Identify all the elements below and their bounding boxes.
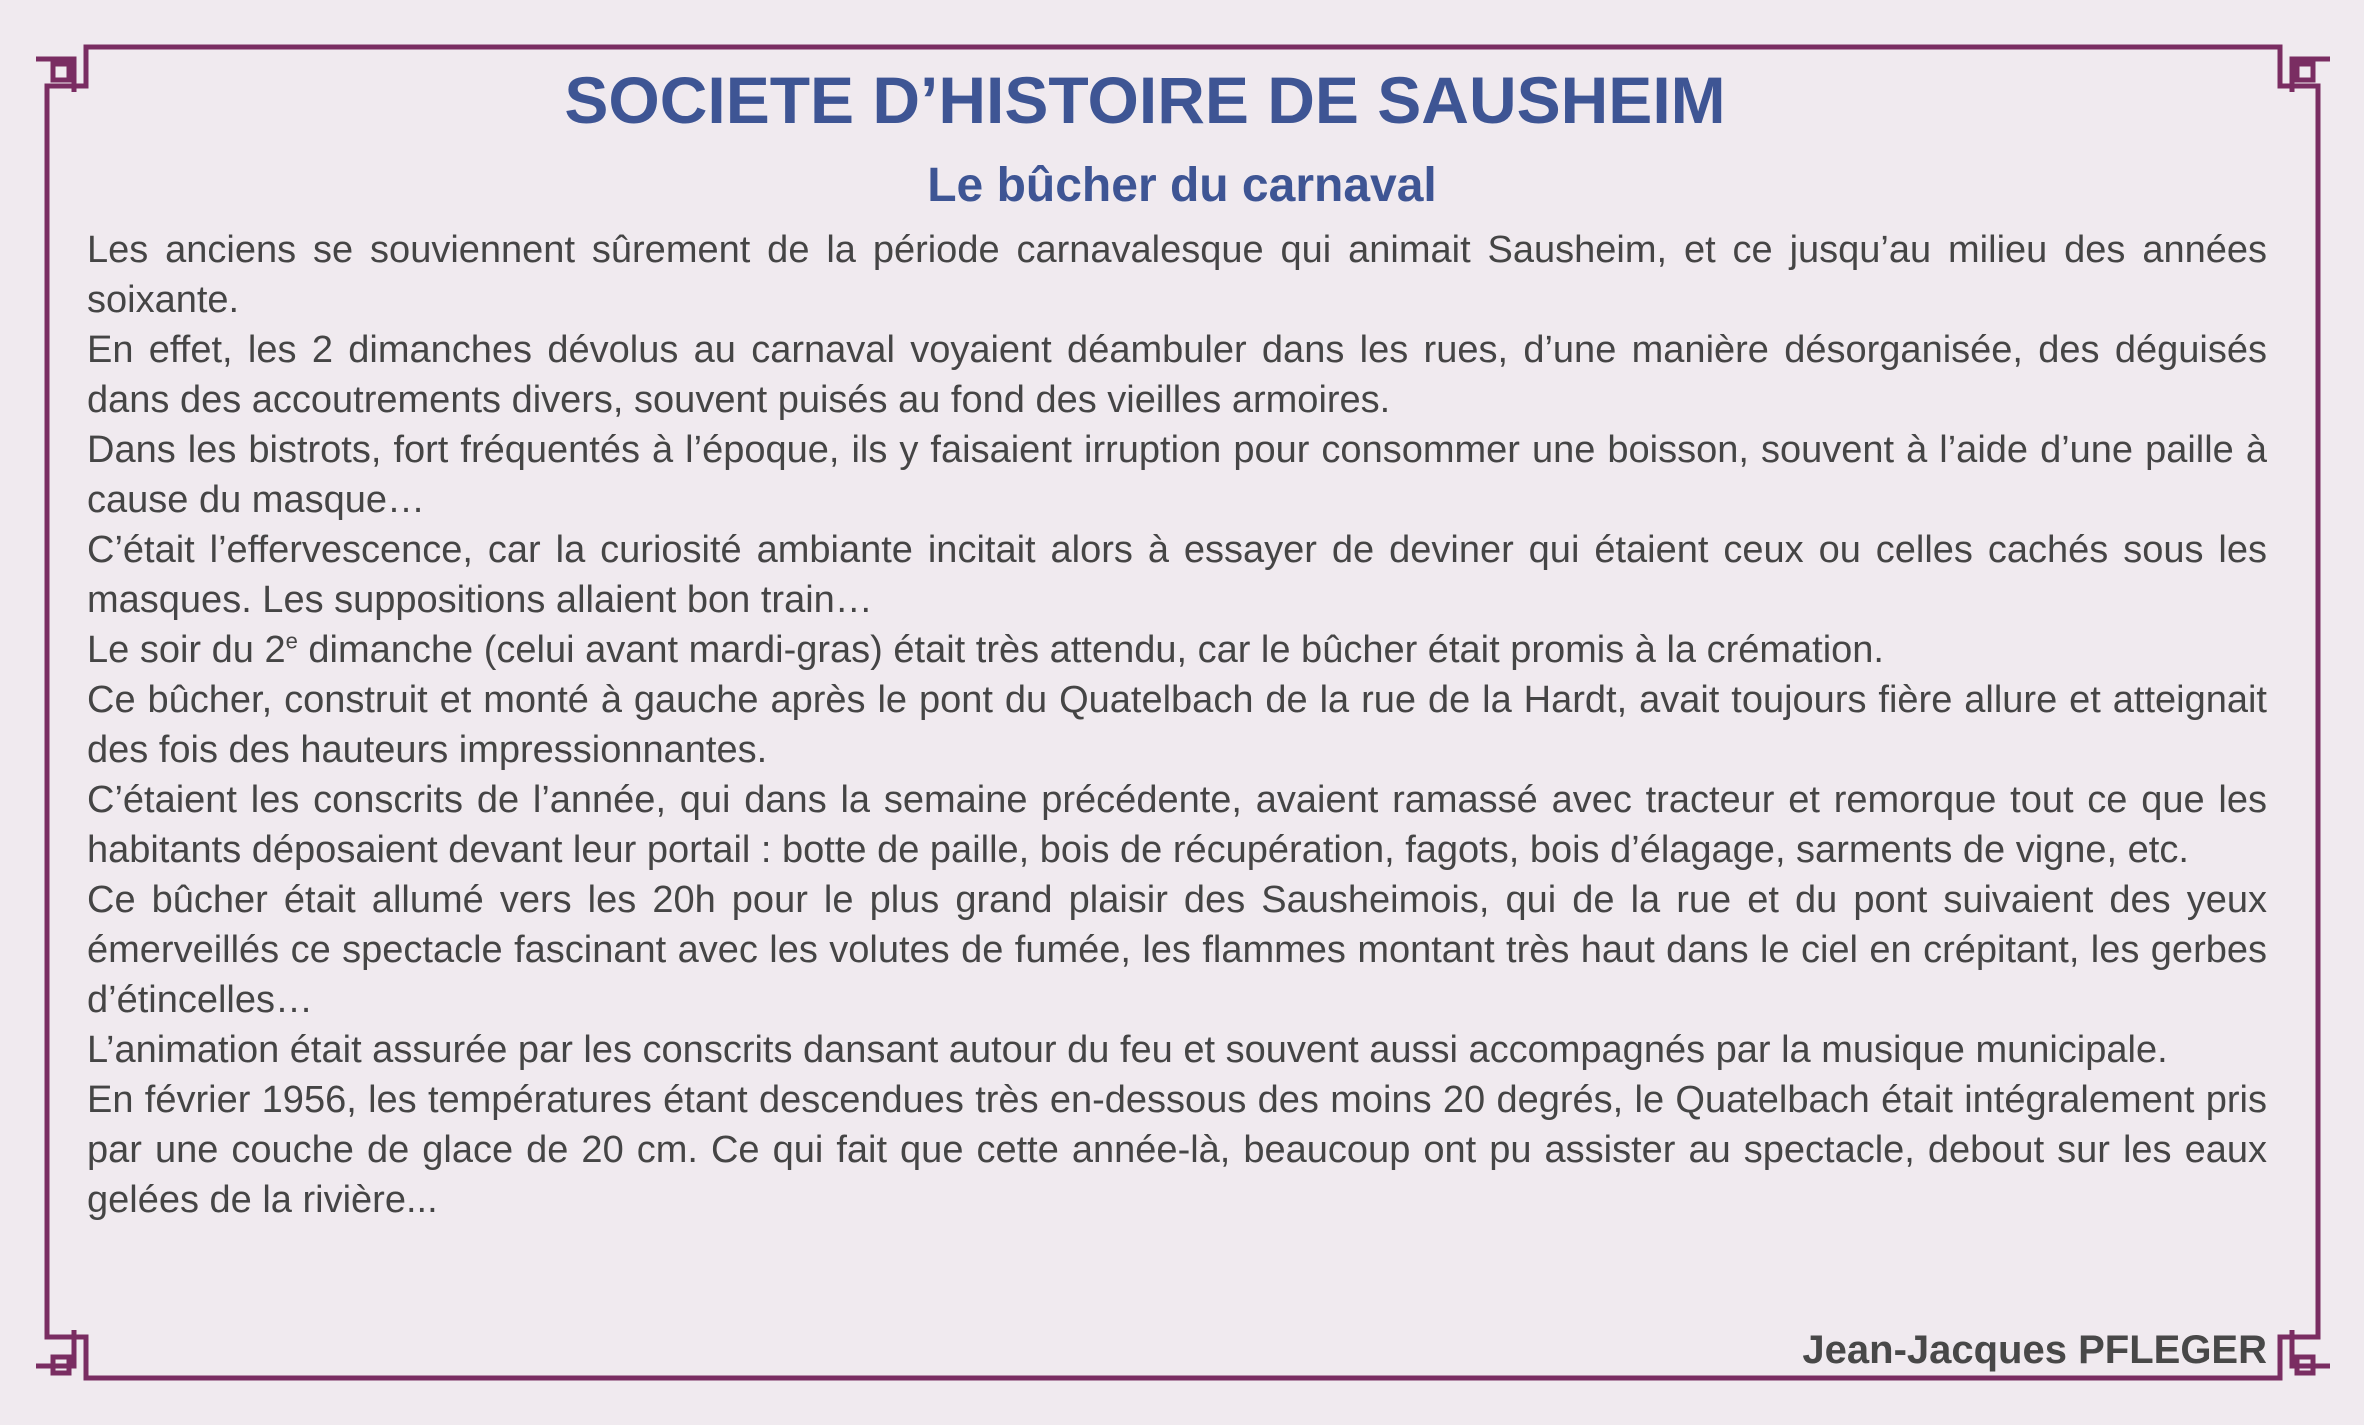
author-signature: Jean-Jacques PFLEGER xyxy=(1802,1328,2267,1372)
paragraph-intro: Les anciens se souviennent sûrement de la période carnavalesque qui animait Sausheim, et ce jusqu’au milieu des années soixante. xyxy=(87,229,2267,321)
second-sunday-text-end: dimanche (celui avant mardi-gras) était très attendu, car le bûcher était promis à la crémation. xyxy=(297,629,1884,671)
ordinal-superscript: e xyxy=(285,628,298,654)
article-body xyxy=(87,225,2267,1225)
paragraph-bonfire-build: Ce bûcher, construit et monté à gauche après le pont du Quatelbach de la rue de la Hardt, avait toujours fière allure et atteignait des fois des hauteurs impressionnantes. xyxy=(87,679,2267,771)
paragraph-second-sunday xyxy=(87,625,2267,675)
paragraph-lighting: Ce bûcher était allumé vers les 20h pour le plus grand plaisir des Sausheimois, qui de la rue et du pont suivaient des yeux émerveillés ce spectacle fascinant avec les volutes de fumée, les flammes montant très haut dans le ciel en crépitant, les gerbes d’étincelles… xyxy=(87,879,2267,1021)
paragraph-animation: L’animation était assurée par les conscrits dansant autour du feu et souvent aussi accompagnés par la musique municipale. xyxy=(87,1029,2168,1071)
second-sunday-text-start: Le soir du 2 xyxy=(87,629,286,671)
paragraph-sundays: En effet, les 2 dimanches dévolus au carnaval voyaient déambuler dans les rues, d’une manière désorganisée, des déguisés dans des accoutrements divers, souvent puisés au fond des vieilles armoires. xyxy=(87,329,2267,421)
paragraph-effervescence: C’était l’effervescence, car la curiosité ambiante incitait alors à essayer de deviner qui étaient ceux ou celles cachés sous les masques. Les suppositions allaient bon train… xyxy=(87,529,2267,621)
page-title: SOCIETE D’HISTOIRE DE SAUSHEIM xyxy=(564,63,1726,137)
paragraph-1956: En février 1956, les températures étant descendues très en-dessous des moins 20 degrés, le Quatelbach était intégralement pris par une couche de glace de 20 cm. Ce qui fait que cette année-là, beaucoup ont pu assister au spectacle, debout sur les eaux gelées de la rivière... xyxy=(87,1079,2267,1221)
paragraph-conscripts: C’étaient les conscrits de l’année, qui dans la semaine précédente, avaient ramassé avec tracteur et remorque tout ce que les habitants déposaient devant leur portail : botte de paille, bois de récupération, fagots, bois d’élagage, sarments de vigne, etc. xyxy=(87,779,2267,871)
article-subtitle: Le bûcher du carnaval xyxy=(927,159,1437,212)
paragraph-bistrots: Dans les bistrots, fort fréquentés à l’époque, ils y faisaient irruption pour consommer une boisson, souvent à l’aide d’une paille à cause du masque… xyxy=(87,429,2267,521)
